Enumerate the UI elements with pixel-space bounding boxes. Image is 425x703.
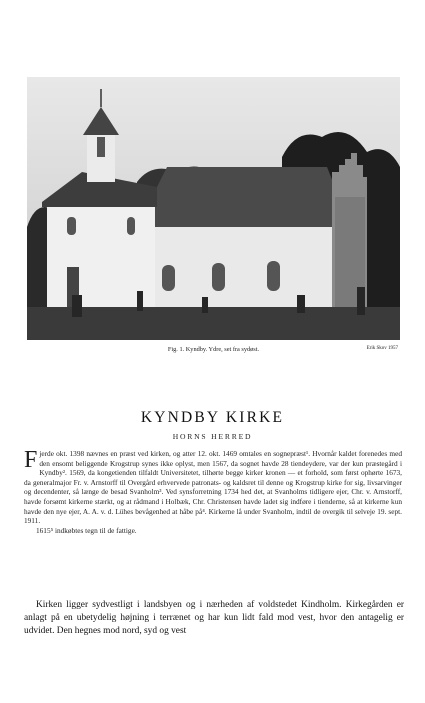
body-paragraph: Kirken ligger sydvestligt i landsbyen og i nærheden af voldstedet Kindholm. Kirkegården er anlagt på en ubetydelig højning i terrænet og har kun lidt fald mod vest, hvor den antagelig er udvidet. Den hegnes mod nord, syd og vest — [24, 600, 404, 637]
drop-cap: F — [24, 447, 38, 473]
page-title: KYNDBY KIRKE — [140, 409, 285, 426]
church-exterior-image — [27, 77, 400, 340]
figure-caption-text: Fig. 1. Kyndby. Ydre, set fra sydøst. — [167, 346, 260, 353]
history-text: jerde okt. 1398 nævnes en præst ved kirken, og atter 12. okt. 1469 omtales en sognepræst¹. Hvornår kaldet forenedes med den ensomt beliggende Krogstrup synes ikke oplyst, men 1567, da sognet havde 28 tiendeydere, var der kun præstegård i Kyndby². 1569, da kongetienden tilfaldt Universitetet, tilhørte begge kirker kronen — et forhold, som først ophørte 1673, da generalmajor Fr. v. Arnstorff til Overgård erhvervede patronats- og kaldsret til denne og Krogstrup kirke for sig, livsarvinger og decendenter, så længe de besad Svanholm³. Ved synsforretning 1734 hed det, at Svanholms tidligere ejer, Chr. v. Arnstorff, havde forsømt kirkerne stærkt, og at rådmand i Holbæk, Chr. Christensen havde ladet sig indføre i tienderne, så at kirkerne kun havde den nye ejer, A. A. v. d. Lühes bevågenhed at håbe på⁴. Kirkerne lå under Svanholm, indtil de overgik til selveje 19. sept. 1911. — [24, 449, 402, 526]
history-paragraph — [24, 449, 402, 535]
church-photograph — [27, 77, 400, 340]
photo-credit: Erik Skov 1957 — [366, 346, 398, 351]
history-footnote: 1615⁵ indkøbtes tegn til de fattige. — [36, 525, 137, 535]
page-subtitle: HORNS HERRED — [172, 432, 253, 441]
